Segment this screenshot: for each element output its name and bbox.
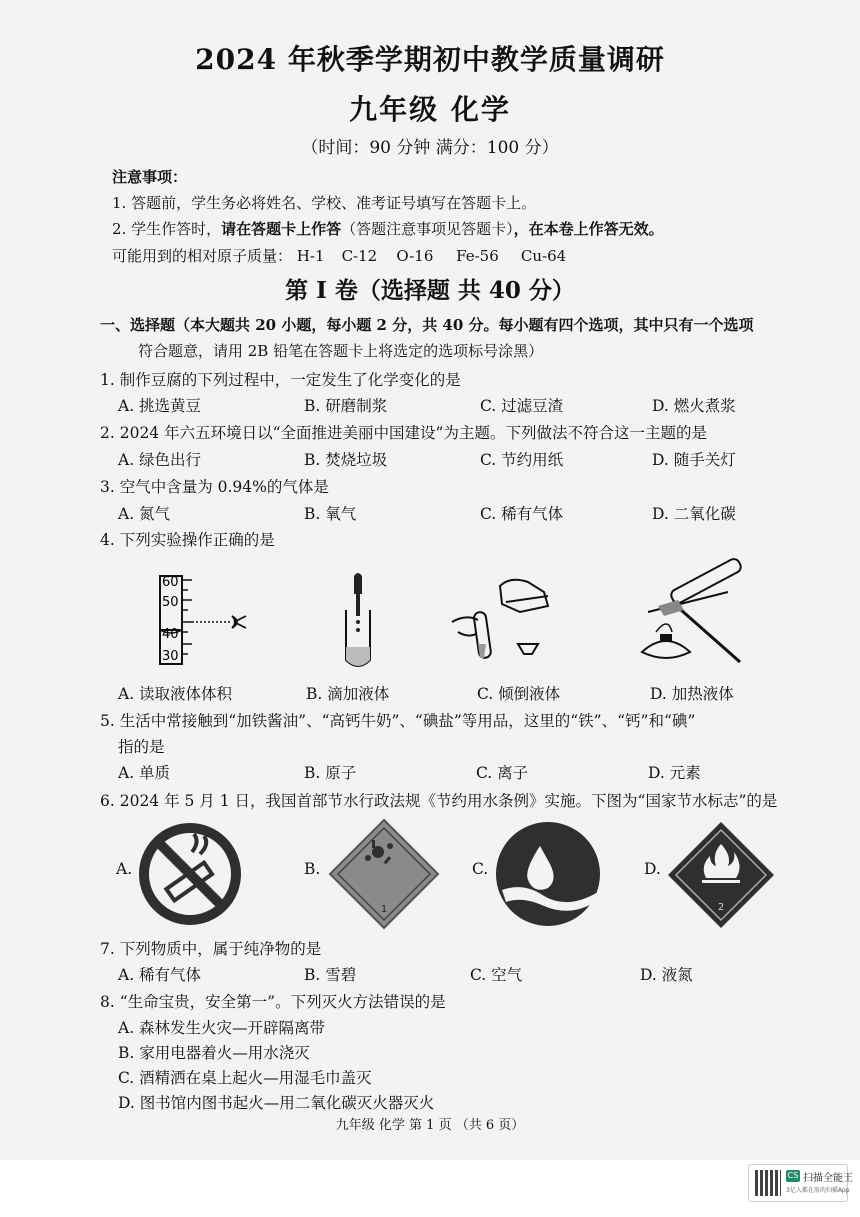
- question-6-option-c: C.: [472, 860, 489, 878]
- cs-logo-icon: CS: [787, 1171, 799, 1180]
- question-2-stem: 2. 2024 年六五环境日以“全面推进美丽中国建设”为主题。下列做法不符合这一主题的是: [100, 424, 707, 442]
- note-item-2-prefix: 2. 学生作答时，: [112, 220, 222, 238]
- question-5-option-a: A. 单质: [118, 764, 171, 782]
- heating-figure: [628, 566, 748, 676]
- question-1-option-d: D. 燃火煮浆: [652, 397, 736, 415]
- reading-cylinder-figure: [150, 570, 260, 670]
- cylinder-tick-30: 30: [162, 649, 179, 664]
- question-2-option-c: C. 节约用纸: [480, 451, 564, 469]
- question-6-option-a: A.: [116, 860, 133, 878]
- note-item-2-bold: 请在答题卡上作答: [221, 220, 342, 238]
- question-2-option-a: A. 绿色出行: [118, 451, 202, 469]
- no-smoking-sign-icon: [138, 822, 242, 926]
- question-5-stem-line-1: 5. 生活中常接触到“加铁酱油”、“高钙牛奶”、“碘盐”等用品，这里的“铁”、“钙”和“碘”: [100, 712, 696, 730]
- scanner-badge: [748, 1164, 853, 1202]
- page-footer: 九年级 化学 第 1 页 （共 6 页）: [335, 1118, 525, 1133]
- question-8-stem: 8. “生命宝贵，安全第一”。下列灭火方法错误的是: [100, 993, 446, 1011]
- dropper-figure: [335, 572, 385, 672]
- atomic-mass-h: H-1: [296, 247, 325, 265]
- explosive-sign-icon: [328, 818, 440, 930]
- cylinder-tick-40: 40: [162, 627, 179, 642]
- question-2-option-b: B. 焚烧垃圾: [304, 451, 388, 469]
- question-6-option-b: B.: [304, 860, 321, 878]
- question-7-option-d: D. 液氮: [640, 966, 693, 984]
- question-8-option-b: B. 家用电器着火—用水浇灭: [118, 1044, 310, 1062]
- question-3-option-b: B. 氧气: [304, 505, 357, 523]
- section-title: 第 I 卷（选择题 共 40 分）: [285, 277, 575, 304]
- flammable-sign-icon: [666, 820, 776, 930]
- question-6-option-d: D.: [644, 860, 661, 878]
- question-3-option-c: C. 稀有气体: [480, 505, 564, 523]
- question-1-option-a: A. 挑选黄豆: [118, 397, 202, 415]
- exam-time-info: （时间：90 分钟 满分：100 分）: [301, 138, 559, 158]
- cylinder-tick-50: 50: [162, 595, 179, 610]
- question-5-stem-line-2: 指的是: [118, 738, 165, 756]
- atomic-mass-o: O-16: [396, 247, 434, 265]
- qr-code-icon: [755, 1170, 781, 1196]
- question-3-option-d: D. 二氧化碳: [652, 505, 736, 523]
- exam-title: 2024 年秋季学期初中教学质量调研: [195, 43, 665, 76]
- scanner-tagline: 3亿人都在用的扫描App: [786, 1187, 850, 1194]
- pouring-figure: [448, 572, 558, 672]
- note-item-2: [112, 218, 664, 239]
- question-3-stem: 3. 空气中含量为 0.94%的气体是: [100, 478, 329, 496]
- question-8-option-d: D. 图书馆内图书起火—用二氧化碳灭火器灭火: [118, 1094, 435, 1112]
- eye-icon: [232, 616, 246, 628]
- question-4-option-a: A. 读取液体体积: [118, 685, 233, 703]
- question-1-stem: 1. 制作豆腐的下列过程中，一定发生了化学变化的是: [100, 371, 461, 389]
- question-5-option-c: C. 离子: [476, 764, 529, 782]
- water-saving-sign-icon: [494, 820, 602, 928]
- question-3-option-a: A. 氮气: [118, 505, 171, 523]
- exam-subject: 九年级 化学: [349, 93, 511, 126]
- flammable-sign-number: 2: [717, 902, 725, 913]
- atomic-mass-c: C-12: [341, 247, 378, 265]
- question-1-option-c: C. 过滤豆渣: [480, 397, 564, 415]
- question-4-stem: 4. 下列实验操作正确的是: [100, 531, 275, 549]
- note-item-2-middle: （答题注意事项见答题卡）: [341, 220, 514, 238]
- cylinder-tick-60: 60: [162, 575, 179, 590]
- question-4-option-c: C. 倾倒液体: [477, 685, 561, 703]
- question-2-option-d: D. 随手关灯: [652, 451, 736, 469]
- notes-heading: 注意事项：: [112, 168, 188, 186]
- note-item-2-bold-end: ，在本卷上作答无效。: [513, 220, 664, 238]
- question-4-option-b: B. 滴加液体: [306, 685, 390, 703]
- atomic-mass-cu: Cu-64: [520, 247, 567, 265]
- question-4-option-d: D. 加热液体: [650, 685, 734, 703]
- question-7-option-b: B. 雪碧: [304, 966, 357, 984]
- question-8-option-a: A. 森林发生火灾—开辟隔离带: [118, 1019, 326, 1037]
- part1-instruction-1: 一、选择题（本大题共 20 小题，每小题 2 分，共 40 分。每小题有四个选项，其中只有一个选项: [100, 316, 754, 334]
- part1-instruction-2: 符合题意，请用 2B 铅笔在答题卡上将选定的选项标号涂黑）: [138, 342, 544, 360]
- scanner-brand: 扫描全能王: [803, 1173, 853, 1184]
- question-7-option-c: C. 空气: [470, 966, 523, 984]
- question-6-stem: 6. 2024 年 5 月 1 日，我国首部节水行政法规《节约用水条例》实施。下图为“国家节水标志”的是: [100, 792, 778, 810]
- question-7-stem: 7. 下列物质中，属于纯净物的是: [100, 940, 322, 958]
- note-item-1: 1. 答题前，学生务必将姓名、学校、准考证号填写在答题卡上。: [112, 194, 537, 212]
- question-5-option-b: B. 原子: [304, 764, 357, 782]
- question-1-option-b: B. 研磨制浆: [304, 397, 388, 415]
- explosive-sign-number: 1: [380, 904, 388, 915]
- atomic-mass-fe: Fe-56: [456, 247, 499, 265]
- question-8-option-c: C. 酒精洒在桌上起火—用湿毛巾盖灭: [118, 1069, 372, 1087]
- question-7-option-a: A. 稀有气体: [118, 966, 202, 984]
- question-5-option-d: D. 元素: [648, 764, 701, 782]
- atomic-mass-label: 可能用到的相对原子质量：: [112, 247, 293, 265]
- atomic-mass-line: [112, 245, 566, 266]
